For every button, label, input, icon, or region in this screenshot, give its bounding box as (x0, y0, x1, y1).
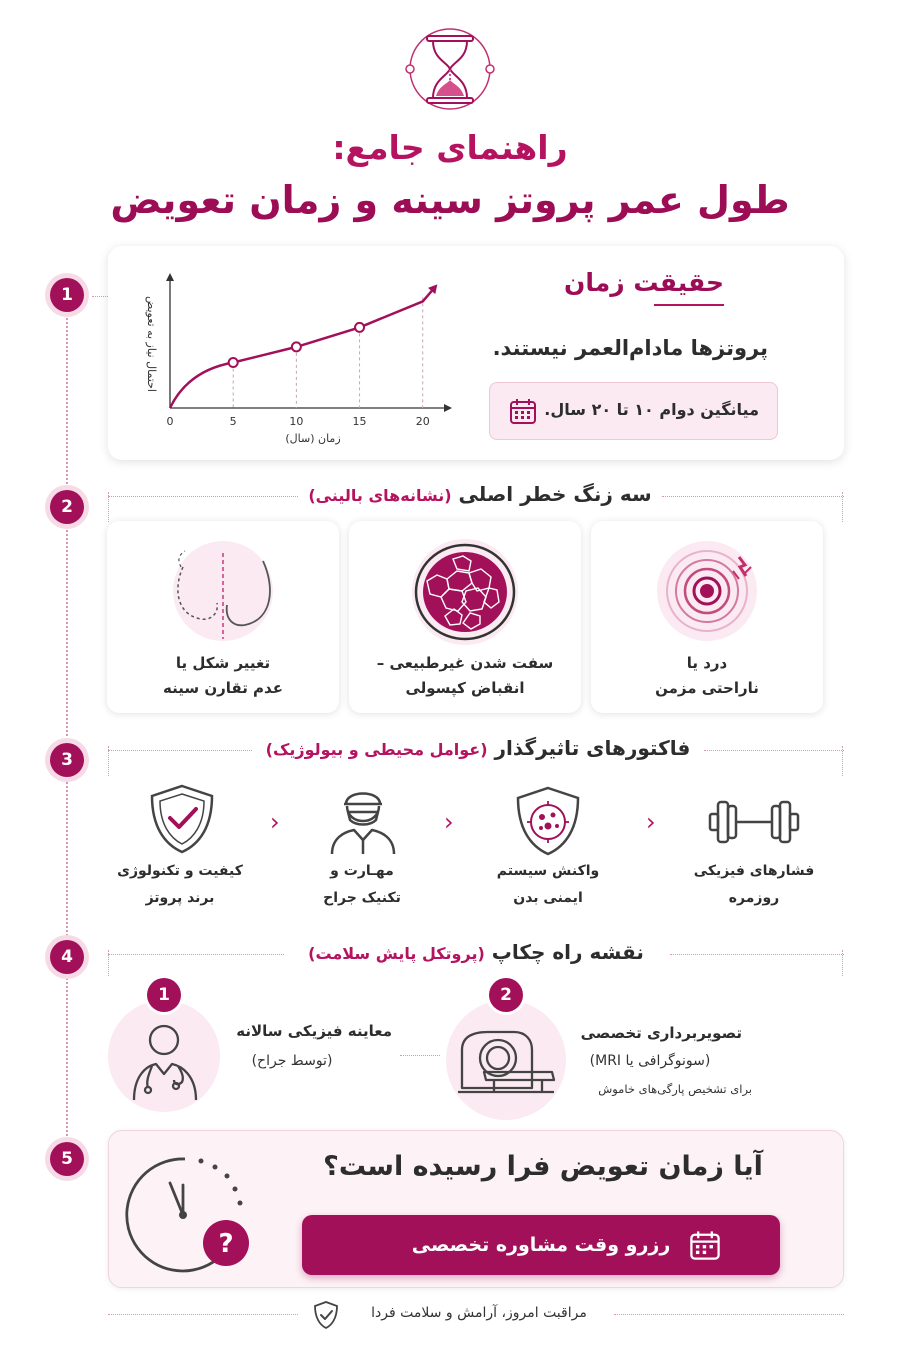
checkup-2-circle (446, 1000, 566, 1120)
divider-tick-left (108, 950, 112, 976)
sign-shape-line1: تغییر شکل یا (175, 654, 271, 672)
sign-pain-text (591, 651, 823, 701)
sign-capsular-text (349, 651, 581, 701)
footer-divider-right (614, 1314, 844, 1315)
divider-tick-left (108, 746, 112, 776)
divider-tick-left (108, 492, 112, 522)
section-4-title: نقشه راه چکاپ (491, 940, 644, 964)
section-3-divider-left (108, 750, 252, 751)
section-3-subtitle: (عوامل محیطی و بیولوژیک) (265, 740, 488, 759)
section-4-subtitle: (پروتکل پایش سلامت) (308, 944, 485, 963)
sign-card-capsular (349, 521, 581, 713)
section-4-heading (284, 940, 668, 964)
sign-capsular-line1: سفت شدن غیرطبیعی – (376, 654, 554, 672)
chart-x-tick: 5 (229, 415, 237, 428)
section-3-divider-right (704, 750, 844, 751)
capsular-tissue-icon (405, 537, 525, 651)
section-3-heading (252, 736, 704, 760)
section-2-heading (300, 482, 660, 506)
factor-quality-line2: برند پروتز (145, 890, 215, 906)
checkup-1-circle (108, 1000, 220, 1112)
calendar-icon (508, 396, 538, 430)
chart-point (229, 358, 238, 367)
checkup-2-subtitle: (سونوگرافی یا MRI) (589, 1053, 711, 1069)
chevron-icon: › (646, 808, 656, 836)
chart-y-label: احتمال نیاز به تعویض (145, 296, 158, 392)
calendar-icon (688, 1228, 722, 1267)
mri-scanner-icon (454, 1028, 558, 1102)
dumbbell-icon (706, 786, 802, 860)
step-3-badge: 3 (50, 743, 84, 777)
factor-physical-line1: فشارهای فیزیکی (693, 863, 815, 879)
checkup-1-title: معاینه فیزیکی سالانه (236, 1022, 392, 1040)
chevron-icon: › (444, 808, 454, 836)
breast-outline-icon (163, 539, 283, 651)
divider-tick-right (842, 950, 846, 976)
page-title-line2: طول عمر پروتز سینه و زمان تعویض (110, 178, 790, 222)
surgeon-icon (326, 780, 400, 860)
section-4-divider-right (670, 954, 844, 955)
section-4-divider-left (108, 954, 284, 955)
factor-physical-text (679, 858, 829, 912)
section-2-divider-left (108, 496, 298, 497)
chart-y-axis-arrow (166, 273, 174, 281)
book-consultation-button[interactable] (302, 1215, 780, 1275)
clock-question-icon (125, 1145, 255, 1285)
chart-x-tick: 20 (415, 415, 430, 428)
factor-quality-text (105, 858, 255, 912)
sign-pain-line1: درد یا (686, 654, 728, 672)
factor-surgeon-line1: مهـارت و (330, 863, 394, 879)
sign-shape-line2: عدم تقارن سینه (163, 679, 283, 697)
divider-tick-right (842, 492, 846, 522)
svg-text:?: ? (218, 1229, 234, 1259)
step-1-badge: 1 (50, 278, 84, 312)
book-consultation-label: رزرو وقت مشاوره تخصصی (411, 1234, 671, 1256)
heading-underline (654, 304, 724, 306)
step-4-badge: 4 (50, 940, 84, 974)
chart-x-tick: 15 (352, 415, 367, 428)
step-5-badge: 5 (50, 1142, 84, 1176)
timeline-line (66, 295, 68, 1160)
factor-physical-line2: روزمره (728, 890, 780, 906)
chart-x-tick: 10 (289, 415, 304, 428)
divider-tick-right (842, 746, 846, 776)
replacement-question: آیا زمان تعویض فرا رسیده است؟ (323, 1151, 763, 1182)
chart-x-axis-arrow (444, 404, 452, 412)
step-2-badge: 2 (50, 490, 84, 524)
chart-point (292, 342, 301, 351)
sign-shape-text (107, 651, 339, 701)
duration-badge (489, 382, 778, 440)
section-1-card (108, 246, 844, 460)
chart-series-line (170, 287, 435, 408)
page-title-line1: راهنمای جامع: (332, 128, 568, 167)
pain-target-icon (647, 539, 767, 651)
sign-card-pain (591, 521, 823, 713)
sign-card-shape (107, 521, 339, 713)
section-2-divider-right (662, 496, 844, 497)
section-3-title: فاکتورهای تاثیرگذار (494, 736, 691, 760)
section-1-heading: حقیقت زمان (564, 268, 724, 297)
doctor-icon (126, 1020, 204, 1106)
section-2-title: سه زنگ خطر اصلی (458, 482, 652, 506)
checkup-2-note: برای تشخیص پارگی‌های خاموش (598, 1082, 752, 1096)
section-2-subtitle: (نشانه‌های بالینی) (308, 486, 452, 505)
sign-pain-line2: ناراحتی مزمن (655, 679, 759, 697)
sign-capsular-line2: انقباض کپسولی (405, 679, 525, 697)
lifespan-chart (108, 246, 468, 460)
factor-quality-line1: کیفیت و تکنولوژی (117, 863, 243, 879)
checkup-1-number: 1 (147, 978, 181, 1012)
immune-shield-icon (512, 784, 584, 862)
factor-surgeon-text (287, 858, 437, 912)
quality-shield-icon (146, 782, 218, 860)
checkup-1-subtitle: (توسط جراح) (251, 1053, 333, 1069)
hourglass-icon (395, 14, 505, 124)
checkup-2-title: تصویربرداری تخصصی (580, 1024, 742, 1042)
checkup-2-number: 2 (489, 978, 523, 1012)
shield-check-icon (312, 1300, 340, 1334)
factor-surgeon-line2: تکنیک جراح (323, 890, 401, 906)
footer-text: مراقبت امروز، آرامش و سلامت فردا (371, 1305, 587, 1321)
section-1-statement: پروتزها مادام‌العمر نیستند. (492, 336, 768, 360)
factor-immune-line2: ایمنی بدن (513, 890, 583, 906)
chart-point (355, 323, 364, 332)
duration-text: میانگین دوام ۱۰ تا ۲۰ سال. (544, 400, 759, 419)
factor-immune-text (473, 858, 623, 912)
chart-x-tick: 0 (166, 415, 174, 428)
checkup-connector (400, 1055, 440, 1056)
footer-divider-left (108, 1314, 298, 1315)
factor-immune-line1: واکنش سیستم (496, 863, 600, 879)
chevron-icon: › (270, 808, 280, 836)
chart-x-label: زمان (سال) (285, 432, 341, 445)
